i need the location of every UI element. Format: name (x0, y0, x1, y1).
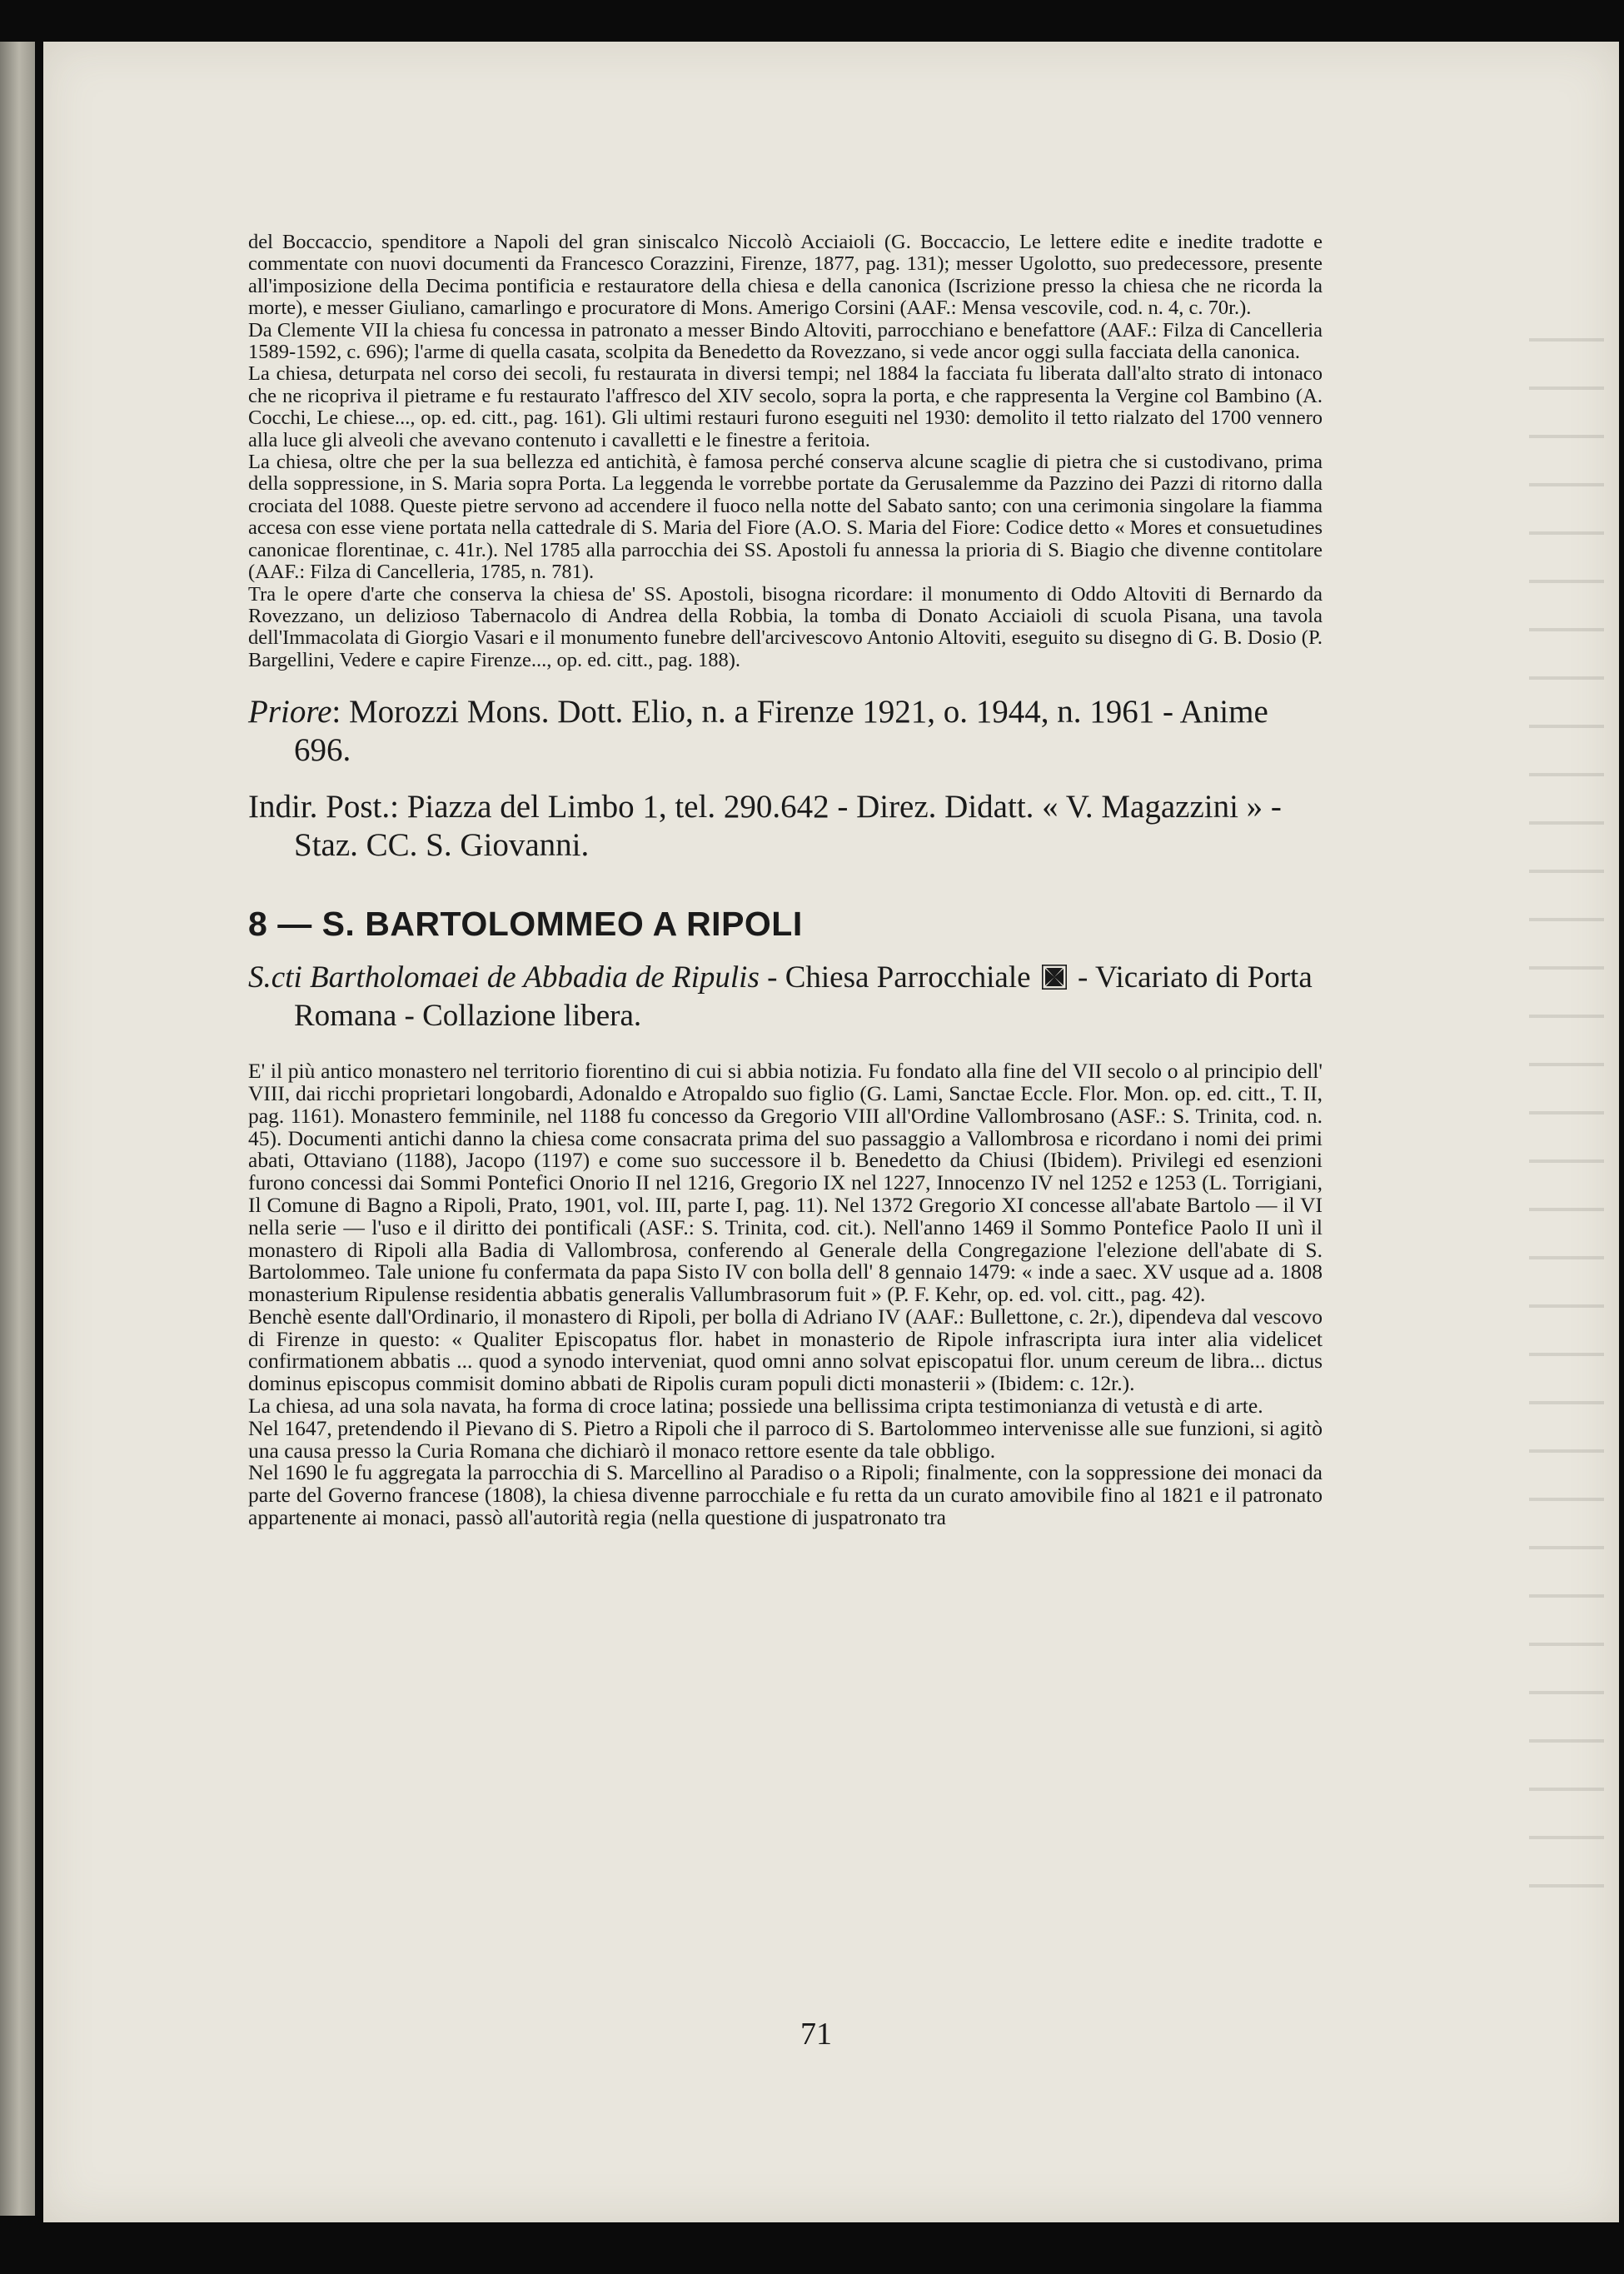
notes-block-top (248, 232, 1323, 671)
subtitle-part: - Vicariato di Porta Romana - Collazione libera. (294, 960, 1313, 1034)
priore-label: Priore (248, 694, 332, 731)
paragraph: Nel 1647, pretendendo il Pievano di S. Pietro a Ripoli che il parroco di S. Bartolommeo intervenisse alle sue funzioni, si agitò una causa presso la Curia Romana che dichiarò il monaco rettore esente da tale obbligo. (248, 1415, 1323, 1463)
paragraph: La chiesa, ad una sola navata, ha forma di croce latina; possiede una bellissima cripta testimonianza di vetustà e di arte. (248, 1394, 1263, 1419)
paragraph: E' il più antico monastero nel territorio fiorentino di cui si abbia notizia. Fu fondato alla fine del VII secolo o al principio dell' VIII, dai ricchi proprietari longobardi, Adonaldo e Atropaldo suo figlio (G. Lami, Sanctae Eccle. Flor. Mon. op. ed. citt., T. II, pag. 1161). Monastero femminile, nel 1188 fu concesso da Gregorio VIII all'Ordine Vallombrosano (ASF.: S. Trinita, cod. n. 45). Documenti antichi danno la chiesa come consacrata prima del suo passaggio a Vallombrosa e ricordano i nomi dei primi abati, Ottaviano (1188), Jacopo (1197) e come suo successore il b. Benedetto da Chiusi (Ibidem). Privilegi ed esenzioni furono concessi dai Sommi Pontefici Onorio II nel 1216, Gregorio IX nel 1227, Innocenzo IV nel 1252 e 1253 (L. Torrigiani, Il Comune di Bagno a Ripoli, Prato, 1901, vol. III, parte I, pag. 11). Nel 1372 Gregorio XI concesse all'abate Bartolo — il VI nella serie — l'uso e il diritto dei pontificali (ASF.: S. Trinita, cod. cit.). Nell'anno 1469 il Sommo Pontefice Paolo II unì il monastero di Ripoli alla Badia di Vallombrosa, conferendo al Generale della Congregazione l'elezione dell'abate di S. Bartolommeo. Tale unione fu confermata da papa Sisto IV con bolla dell' 8 gennaio 1479: « inde a saec. XV usque ad a. 1808 monasterium Ripulense residentia abbatis generalis Vallumbrasorum fuit » (P. F. Kehr, op. ed. vol. citt., pag. 42). (248, 1059, 1323, 1307)
paragraph: La chiesa, oltre che per la sua bellezza ed antichità, è famosa perché conserva alcune scaglie di pietra che si custodivano, prima della soppressione, in S. Maria sopra Porta. La leggenda le vorrebbe portate da Gerusalemme da Pazzino dei Pazzi di ritorno dalla crociata del 1088. Queste pietre servono ad accendere il fuoco nella notte del Sabato santo; con una cerimonia singolare la fiamma accesa con esse viene portata nella cattedrale di S. Maria del Fiore (A.O. S. Maria del Fiore: Codice detto « Mores et consuetudines canonicae florentinae, c. 41r.). Nel 1785 alla parrocchia dei SS. Apostoli fu annessa la prioria di S. Biagio che divenne contitolare (AAF.: Filza di Cancelleria, 1785, n. 781). (248, 451, 1323, 584)
show-through-text (1529, 317, 1604, 1899)
priore-text: : Morozzi Mons. Dott. Elio, n. a Firenze 1921, o. 1944, n. 1961 - Anime 696. (294, 694, 1268, 769)
page-number: 71 (800, 2017, 832, 2052)
address-entry: Indir. Post.: Piazza del Limbo 1, tel. 290.642 - Direz. Didatt. « V. Magazzini » - Staz. CC. S. Giovanni. (248, 789, 1282, 864)
paragraph: Tra le opere d'arte che conserva la chiesa de' SS. Apostoli, bisogna ricordare: il monumento di Oddo Altoviti di Bernardo da Rovezzano, un delizioso Tabernacolo di Andrea della Robbia, la tomba di Donato Acciaioli di scuola Pisana, una tavola dell'Immacolata di Giorgio Vasari e il monumento funebre dell'arcivescovo Antonio Altoviti, eseguito su disegno di G. B. Dosio (P. Bargellini, Vedere e capire Firenze..., op. ed. citt., pag. 188). (248, 582, 1323, 671)
section-heading: 8 — S. BARTOLOMMEO A RIPOLI (248, 905, 803, 944)
paragraph: Nel 1690 le fu aggregata la parrocchia di S. Marcellino al Paradiso o a Ripoli; finalmente, con la soppressione dei monaci da parte del Governo francese (1808), la chiesa divenne parrocchiale e fu retta da un curato amovibile fino al 1821 e il patronato appartenente ai monaci, passò all'autorità regia (nella questione di juspatronato tra (248, 1460, 1323, 1530)
paragraph: del Boccaccio, spenditore a Napoli del gran siniscalco Niccolò Acciaioli (G. Boccaccio, Le lettere edite e inedite tradotte e commentate con nuovi documenti da Francesco Corazzini, Firenze, 1877, pag. 131); messer Ugolotto, suo predecessore, presente all'imposizione della Decima pontificia e restauratore della chiesa e della canonica (Iscrizione presso la chiesa che ne ricorda la morte), e messer Giuliano, camarlingo e procuratore di Mons. Amerigo Corsini (AAF.: Mensa vescovile, cod. n. 4, c. 70r.). (248, 231, 1323, 320)
adjacent-page-edge (0, 42, 35, 2216)
notes-block-bottom (248, 1060, 1323, 1529)
paragraph: Da Clemente VII la chiesa fu concessa in patronato a messer Bindo Altoviti, parrocchiano e benefattore (AAF.: Filza di Cancelleria 1589-1592, c. 696); l'arme di quella casata, scolpita da Benedetto da Rovezzano, si vede ancor oggi sulla facciata della canonica. (248, 318, 1323, 364)
priore-entry (248, 693, 1323, 770)
paragraph: La chiesa, deturpata nel corso dei secoli, fu restaurata in diversi tempi; nel 1884 la facciata fu liberata dall'alto strato di intonaco che ne ricopriva il pietrame e fu restaurato l'affresco del XIV secolo, sopra la porta, e che rappresenta la Vergine col Bambino (A. Cocchi, Le chiese..., op. ed. citt., pag. 161). Gli ultimi restauri furono eseguiti nel 1930: demolito il tetto rialzato del 1700 vennero alla luce gli alveoli che avevano contenuto i cavalletti e le finestre a feritoia. (248, 362, 1323, 451)
latin-name: S.cti Bartholomaei de Abbadia de Ripulis (248, 960, 760, 995)
subtitle-part: - Chiesa Parrocchiale (759, 960, 1039, 995)
maltese-cross-icon (1042, 965, 1067, 990)
paragraph: Benchè esente dall'Ordinario, il monastero di Ripoli, per bolla di Adriano IV (AAF.: Bullettone, c. 2r.), dipendeva dal vescovo di Firenze in questo: « Qualiter Episcopatus flor. habet in monasterio de Ripole infrascripta iura inter alia videlicet confirmationem abbatis ... quod a synodo interveniat, quod omni anno solvat episcopatui flor. unum cereum de libra... dictus dominus episcopus commisit domino abbati de Ripolis curam populi dicti monasterii » (Ibidem: c. 12r.). (248, 1304, 1323, 1396)
page-content (248, 232, 1323, 1529)
section-subtitle (248, 959, 1323, 1035)
